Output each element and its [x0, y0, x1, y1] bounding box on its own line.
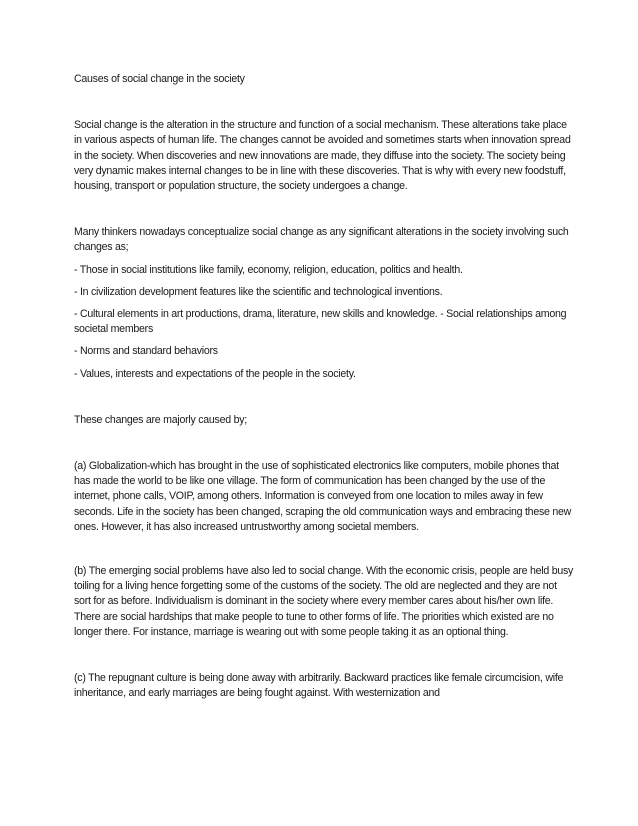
intro-paragraph: Social change is the alteration in the structure and function of a social mechanism. These alterations take place in various aspects of human life. The changes cannot be avoided and sometimes starts when innovation spread in the society. When discoveries and new innovations are made, they diffuse into the society. The society being very dynamic makes internal changes to be in line with these discoveries. That is why with every new foodstuff, housing, transport or population structure, the society undergoes a change. — [74, 119, 571, 193]
list-item: - In civilization development features like the scientific and technological inventions. — [74, 285, 443, 298]
cause-a-paragraph: (a) Globalization-which has brought in the use of sophisticated electronics like computers, mobile phones that has made the world to be like one village. The form of communication has been changed by the use of the internet, phone calls, VOIP, among others. Information is conveyed from one location to miles away in few seconds. Life in the society has been changed, scraping the old communication ways and embracing these new ones. However, it has also increased untrustworthy among societal members. — [74, 460, 572, 533]
list-item: - Those in social institutions like family, economy, religion, education, politics and health. — [74, 263, 463, 276]
cause-c-paragraph: (c) The repugnant culture is being done away with arbitrarily. Backward practices like female circumcision, wife inheritance, and early marriages are being fought against. With westernization and — [74, 672, 564, 700]
cause-b-paragraph: (b) The emerging social problems have also led to social change. With the economic crisis, people are held busy toiling for a living hence forgetting some of the customs of the society. The old are neglected and they are not sort for as before. Individualism is dominant in the society where every member cares about his/her own life. There are social hardships that make people to tune to other forms of life. The priorities which existed are no longer there. For instance, marriage is wearing out with some people taking it as an optional thing. — [74, 565, 574, 638]
list-item: - Cultural elements in art productions, drama, literature, new skills and knowledge. - Social relationships among societal members — [74, 308, 567, 336]
list-item: - Norms and standard behaviors — [74, 345, 218, 358]
document-title: Causes of social change in the society — [74, 73, 245, 85]
thinkers-paragraph: Many thinkers nowadays conceptualize social change as any significant alterations in the society involving such changes as; — [74, 226, 569, 254]
list-item: - Values, interests and expectations of the people in the society. — [74, 367, 356, 380]
causes-lead: These changes are majorly caused by; — [74, 413, 247, 426]
